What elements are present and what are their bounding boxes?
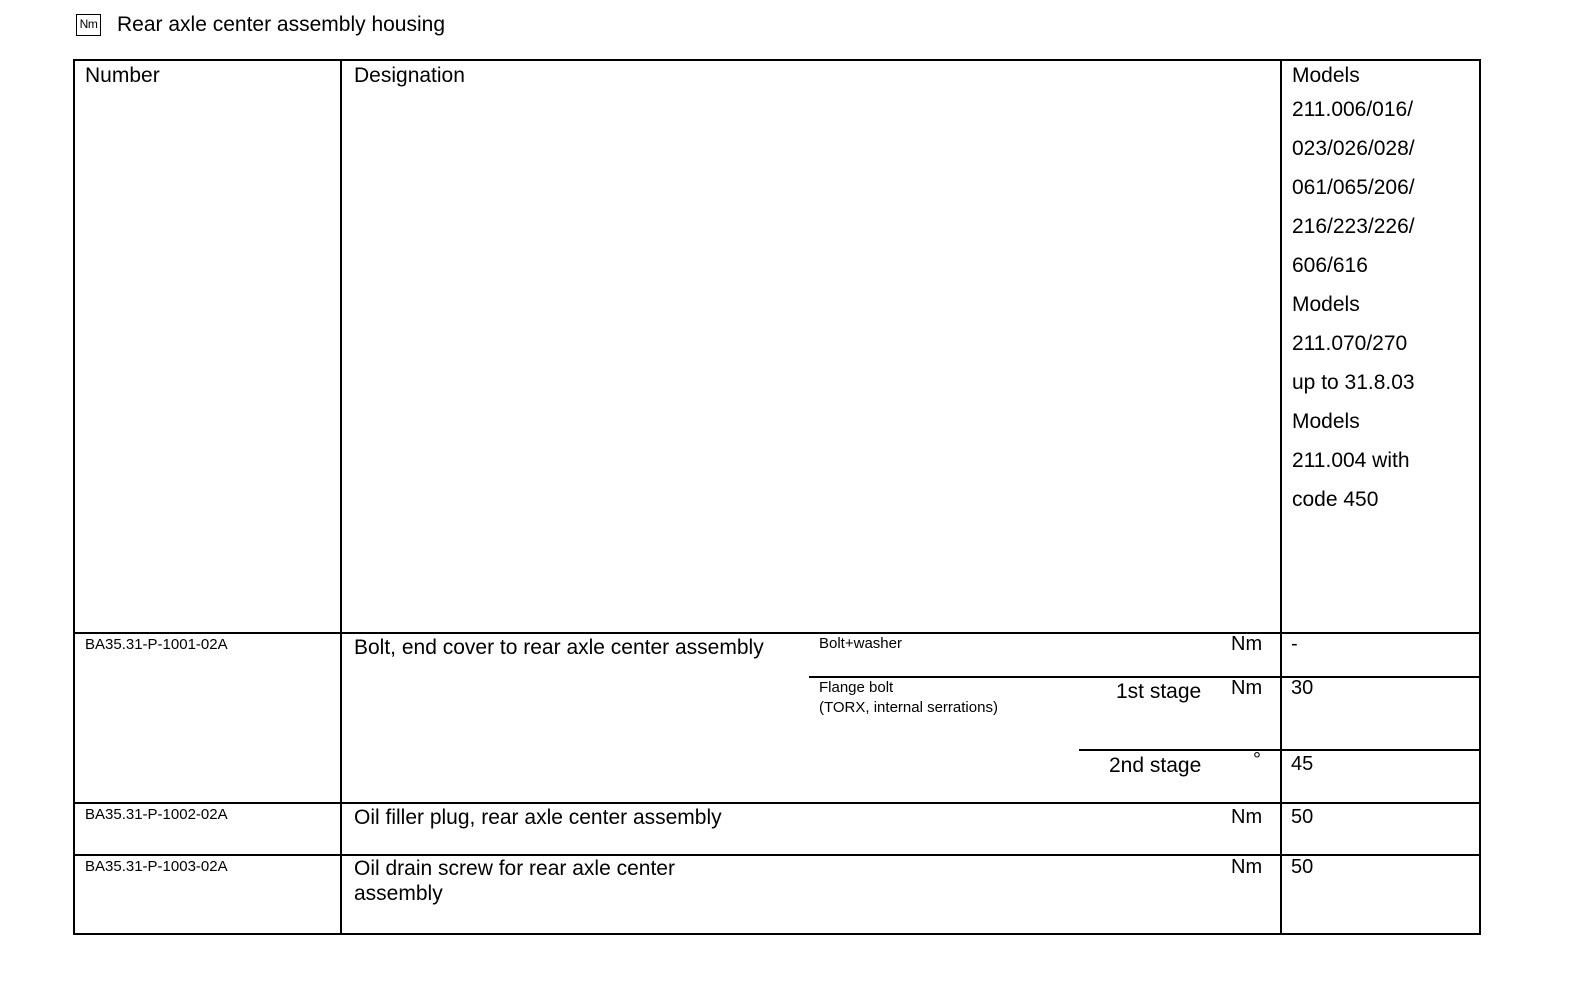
header-models — [1292, 64, 1415, 519]
models-line: 211.070/270 — [1292, 332, 1408, 355]
section-title-text: Rear axle center assembly housing — [117, 13, 446, 36]
row-divider — [75, 802, 1479, 804]
models-line: 216/223/226/ — [1292, 215, 1415, 238]
torque-nm-icon: Nm — [76, 14, 101, 36]
unit-nm: Nm — [1231, 677, 1263, 699]
angle-value: 45 — [1291, 753, 1314, 775]
unit-nm: Nm — [1231, 633, 1263, 655]
row-number: BA35.31-P-1001-02A — [85, 636, 228, 653]
tightening-stage: 2nd stage — [1109, 754, 1202, 777]
torque-value: 50 — [1291, 806, 1314, 828]
row-number: BA35.31-P-1003-02A — [85, 858, 228, 875]
fastener-type-detail: (TORX, internal serrations) — [819, 699, 998, 716]
fastener-type: Flange bolt — [819, 679, 894, 696]
models-line: Models — [1292, 410, 1360, 433]
models-line: 211.004 with — [1292, 449, 1410, 472]
row-designation: Oil drain screw for rear axle center — [354, 857, 675, 880]
models-line: 061/065/206/ — [1292, 176, 1415, 199]
unit-nm: Nm — [1231, 856, 1263, 878]
models-line: Models — [1292, 64, 1360, 87]
models-line: 023/026/028/ — [1292, 137, 1415, 160]
sub-row-divider — [1079, 749, 1479, 751]
models-line: 606/616 — [1292, 254, 1368, 277]
torque-value: 30 — [1291, 677, 1314, 699]
torque-value: - — [1291, 633, 1298, 655]
tightening-stage: 1st stage — [1116, 680, 1202, 703]
unit-nm: Nm — [1231, 806, 1263, 828]
models-line: code 450 — [1292, 488, 1379, 511]
row-number: BA35.31-P-1002-02A — [85, 806, 228, 823]
row-divider — [75, 854, 1479, 856]
models-line: up to 31.8.03 — [1292, 371, 1415, 394]
row-divider — [75, 632, 1479, 634]
section-title — [76, 10, 445, 40]
models-line: Models — [1292, 293, 1360, 316]
torque-value: 50 — [1291, 856, 1314, 878]
sub-row-divider — [809, 676, 1479, 678]
fastener-type: Bolt+washer — [819, 635, 902, 652]
models-line: 211.006/016/ — [1292, 98, 1414, 121]
header-number: Number — [85, 64, 160, 87]
header-designation: Designation — [354, 64, 465, 87]
row-designation: Bolt, end cover to rear axle center assembly — [354, 636, 764, 659]
row-designation: Oil filler plug, rear axle center assembly — [354, 806, 722, 829]
row-designation-cont: assembly — [354, 882, 443, 905]
unit-degree: ° — [1253, 749, 1261, 771]
torque-spec-table — [73, 59, 1481, 935]
